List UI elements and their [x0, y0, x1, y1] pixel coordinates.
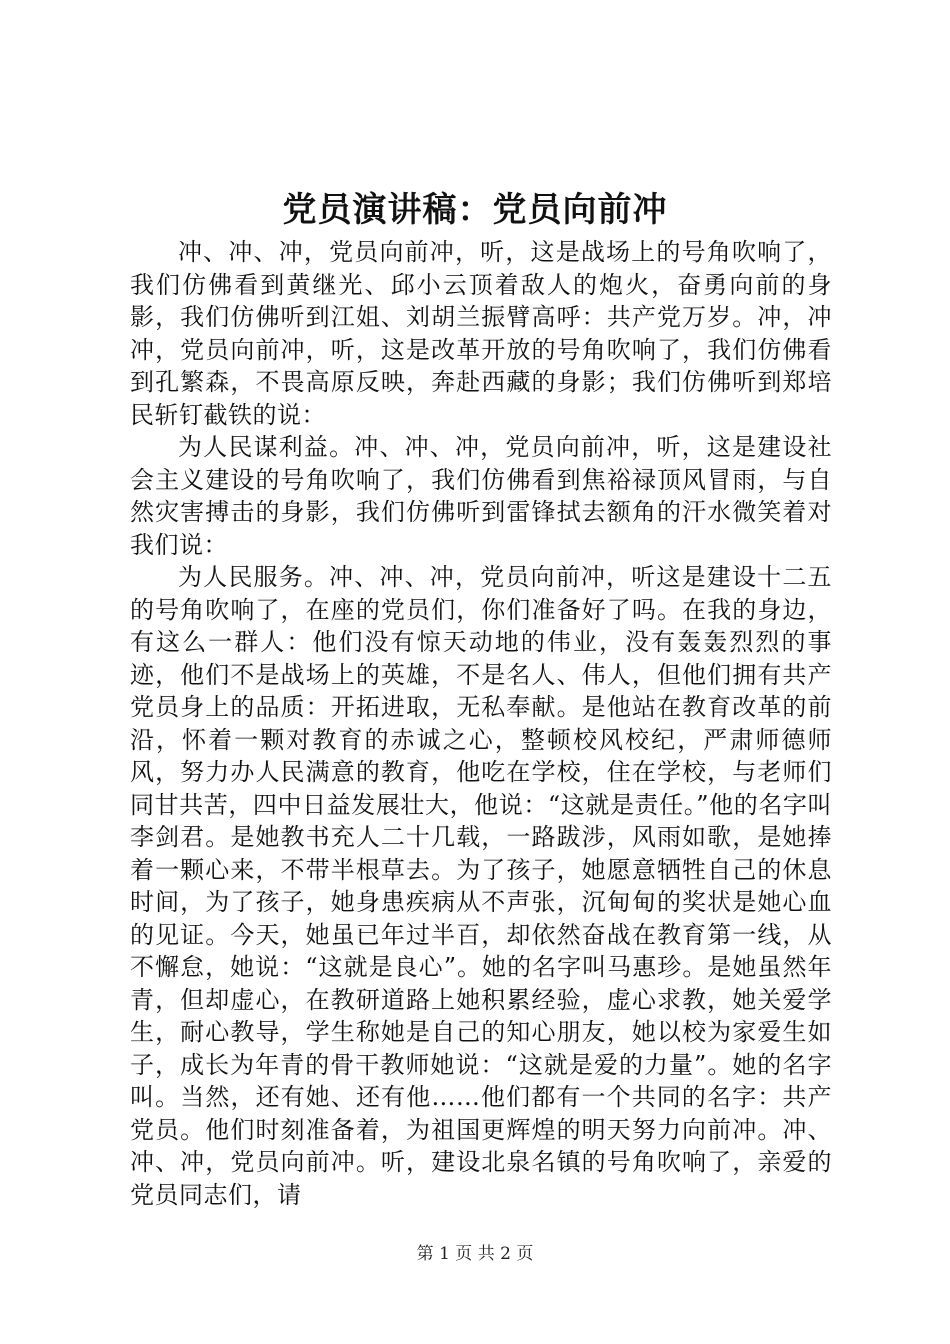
paragraph-2: 为人民谋利益。冲、冲、冲，党员向前冲，听，这是建设社会主义建设的号角吹响了，我们仿佛看到焦裕禄顶风冒雨，与自然灾害搏击的身影，我们仿佛听到雷锋拭去额角的汗水微笑着对我们说：	[130, 433, 832, 559]
document-body	[130, 236, 832, 1211]
page-indicator: 第 1 页 共 2 页	[416, 1244, 534, 1264]
page-footer	[0, 1242, 950, 1266]
document-title: 党员演讲稿：党员向前冲	[282, 190, 668, 230]
paragraph-3: 为人民服务。冲、冲、冲，党员向前冲，听这是建设十二五的号角吹响了，在座的党员们，你们准备好了吗。在我的身边，有这么一群人：他们没有惊天动地的伟业，没有轰轰烈烈的事迹，他们不是战场上的英雄，不是名人、伟人，但他们拥有共产党员身上的品质：开拓进取，无私奉献。是他站在教育改革的前沿，怀着一颗对教育的赤诚之心，整顿校风校纪，严肃师德师风，努力办人民满意的教育，他吃在学校，住在学校，与老师们同甘共苦，四中日益发展壮大，他说：“这就是责任。”他的名字叫李剑君。是她教书充人二十几载，一路跋涉，风雨如歌，是她捧着一颗心来，不带半根草去。为了孩子，她愿意牺牲自己的休息时间，为了孩子，她身患疾病从不声张，沉甸甸的奖状是她心血的见证。今天，她虽已年过半百，却依然奋战在教育第一线，从不懈怠，她说：“这就是良心”。她的名字叫马惠珍。是她虽然年青，但却虚心，在教研道路上她积累经验，虚心求教，她关爱学生，耐心教导，学生称她是自己的知心朋友，她以校为家爱生如子，成长为年青的骨干教师她说：“这就是爱的力量”。她的名字叫。当然，还有她、还有他……他们都有一个共同的名字：共产党员。他们时刻准备着，为祖国更辉煌的明天努力向前冲。冲、冲、冲，党员向前冲。听，建设北泉名镇的号角吹响了，亲爱的党员同志们，请	[130, 563, 832, 1209]
paragraph-1: 冲、冲、冲，党员向前冲，听，这是战场上的号角吹响了，我们仿佛看到黄继光、邱小云顶着敌人的炮火，奋勇向前的身影，我们仿佛听到江姐、刘胡兰振臂高呼：共产党万岁。冲，冲冲，党员向前冲，听，这是改革开放的号角吹响了，我们仿佛看到孔繁森，不畏高原反映，奔赴西藏的身影；我们仿佛听到郑培民斩钉截铁的说：	[130, 238, 832, 429]
